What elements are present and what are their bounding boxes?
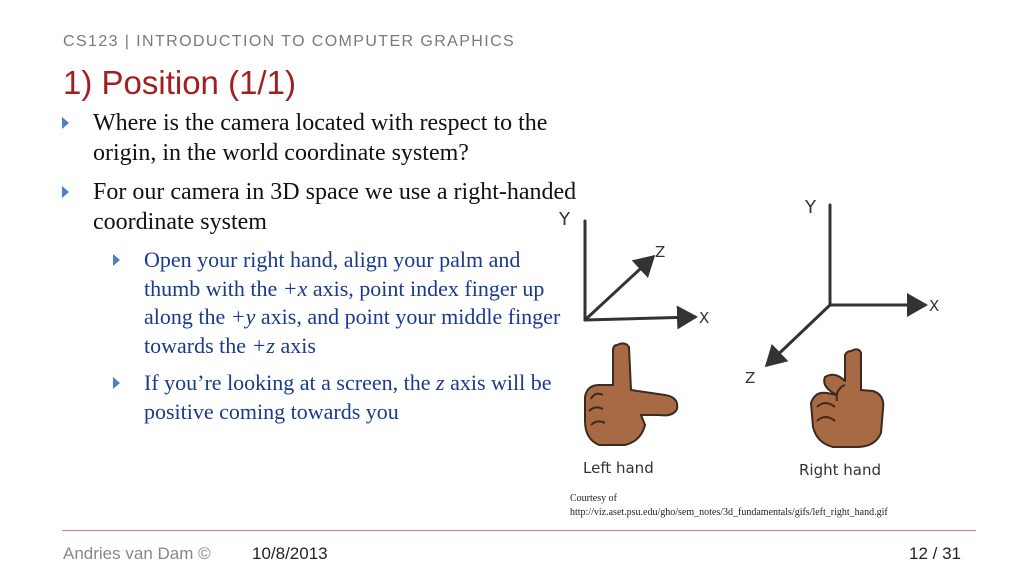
image-credit	[570, 492, 888, 520]
left-x-axis-label: X	[699, 309, 710, 327]
left-hand-icon	[585, 343, 677, 445]
right-hand-icon	[811, 349, 883, 447]
slide-title: 1) Position (1/1)	[63, 64, 296, 101]
footer-date: 10/8/2013	[252, 544, 328, 563]
bullet-camera-location	[62, 108, 582, 168]
subbullet-text: Open your right hand, align your palm and thumb with the +x axis, point index finger up along the +y axis, and point your middle finger towards the +z axis	[144, 247, 561, 358]
page-number: 12 / 31	[909, 544, 961, 563]
right-y-axis-label: Y	[805, 197, 816, 218]
course-header: CS123 | INTRODUCTION TO COMPUTER GRAPHICS	[63, 33, 516, 50]
bullet-text: For our camera in 3D space we use a right-handed coordinate system	[93, 179, 577, 235]
subbullet-text: If you’re looking at a screen, the z axis will be positive coming towards you	[144, 370, 552, 424]
left-y-axis-label: Y	[559, 209, 570, 230]
footer-divider	[62, 530, 976, 531]
footer-author: Andries van Dam ©	[63, 544, 211, 563]
right-z-axis-label: Z	[745, 369, 756, 387]
bullet-arrow-icon	[62, 186, 69, 198]
subbullet-screen-z-axis	[62, 369, 582, 426]
right-x-axis-label: X	[929, 297, 940, 315]
bullet-text: Where is the camera located with respect to the origin, in the world coordinate system?	[93, 110, 548, 166]
credit-line: Courtesy of	[570, 493, 617, 504]
left-z-axis-label: Z	[655, 243, 666, 261]
slide-body	[62, 108, 582, 435]
left-hand-axes	[585, 221, 695, 320]
left-hand-label: Left hand	[583, 459, 654, 477]
bullet-right-handed	[62, 177, 582, 237]
hand-rule-figure	[555, 185, 975, 485]
subbullet-arrow-icon	[113, 254, 120, 266]
right-hand-label: Right hand	[799, 461, 881, 479]
right-hand-axes	[767, 205, 925, 365]
credit-url: http://viz.aset.psu.edu/gho/sem_notes/3d_fundamentals/gifs/left_right_hand.gif	[570, 507, 888, 518]
bullet-arrow-icon	[62, 117, 69, 129]
subbullet-arrow-icon	[113, 377, 120, 389]
subbullet-right-hand-rule	[62, 246, 582, 360]
